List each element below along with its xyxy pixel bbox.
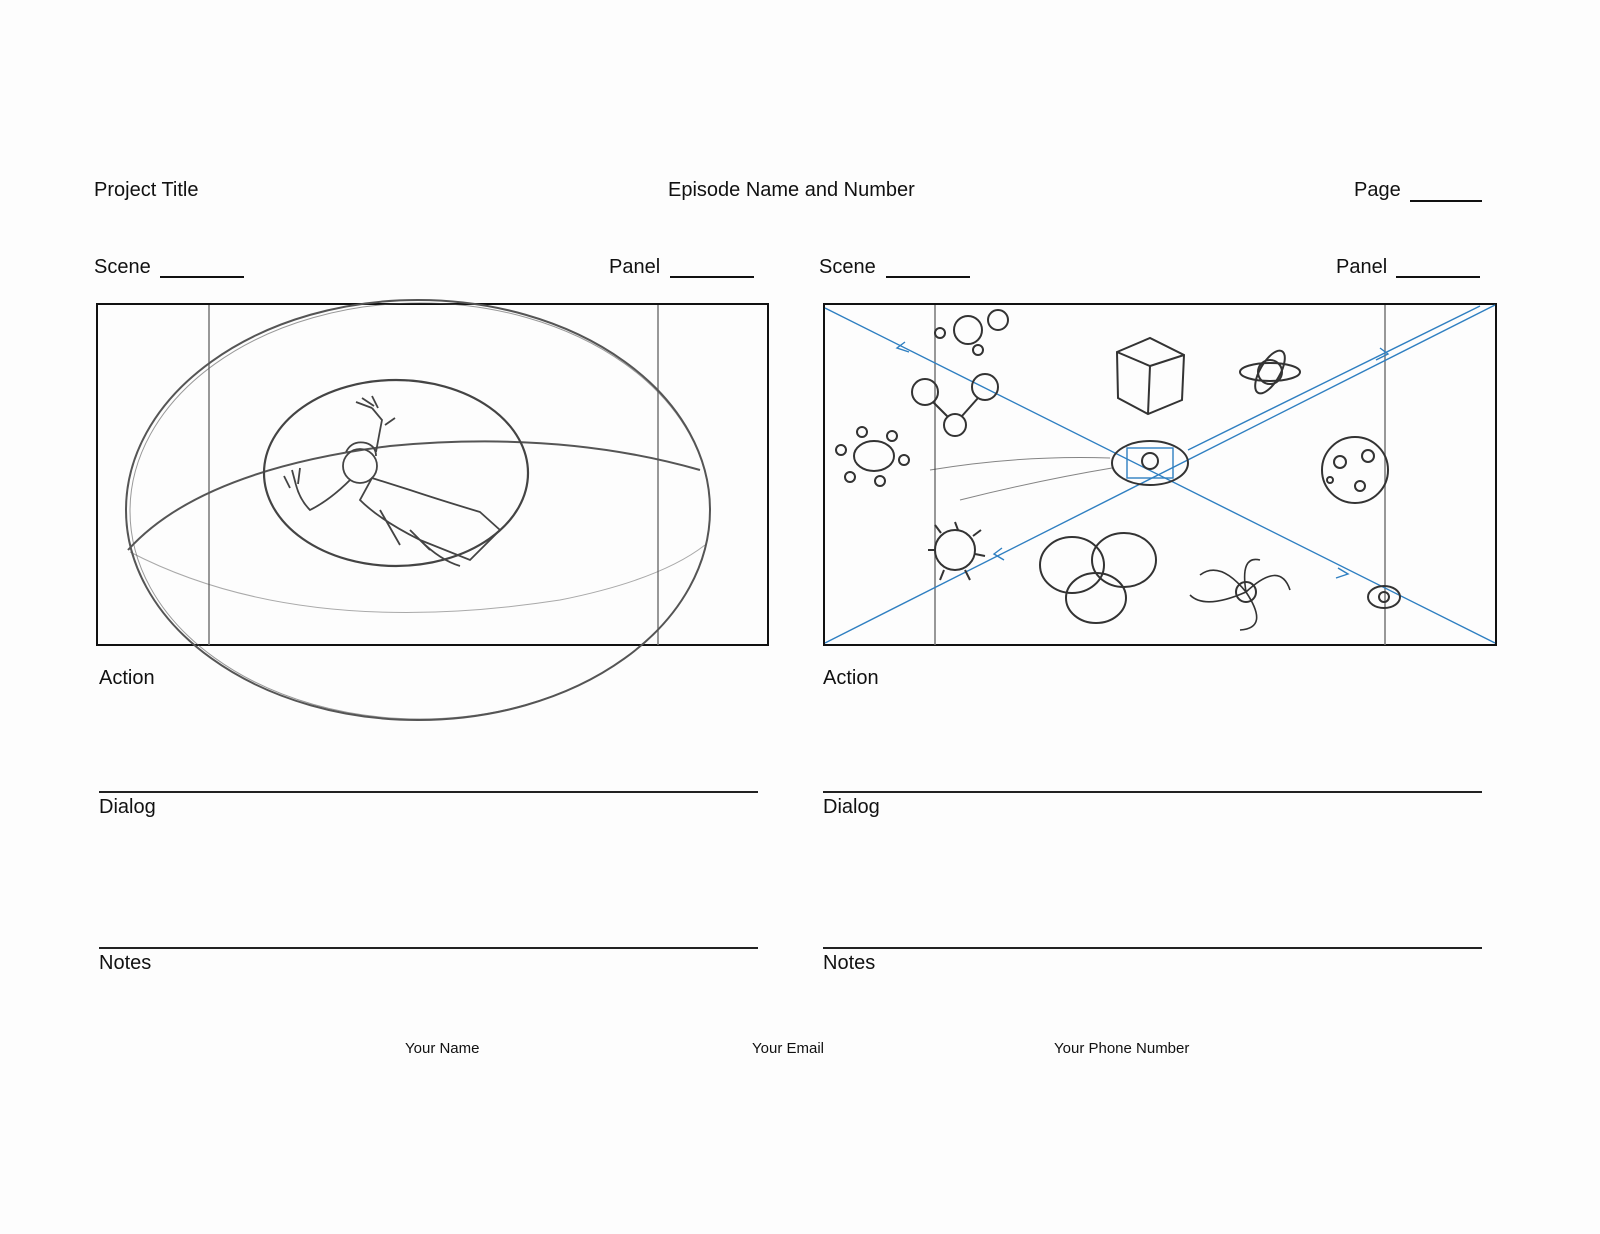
panel-field-right[interactable] [1396,276,1480,278]
dialog-label-right: Dialog [823,796,880,818]
storyboard-frame-right[interactable] [823,303,1497,646]
notes-label-right: Notes [823,952,876,974]
footer-email: Your Email [752,1040,824,1057]
page-number-field[interactable] [1410,200,1482,202]
scene-field-right[interactable] [886,276,970,278]
notes-label-left: Notes [99,952,152,974]
scene-field-left[interactable] [160,276,244,278]
page-label: Page [1354,179,1401,201]
action-label-right: Action [823,667,879,689]
panel-field-left[interactable] [670,276,754,278]
footer-name: Your Name [405,1040,480,1057]
action-label-left: Action [99,667,155,689]
scene-label-left: Scene [94,256,151,278]
dialog-rule-right [823,947,1482,949]
dialog-label-left: Dialog [99,796,156,818]
project-title-label: Project Title [94,179,199,201]
footer-phone: Your Phone Number [1054,1040,1190,1057]
action-rule-left [99,791,758,793]
episode-label: Episode Name and Number [668,179,915,201]
action-rule-right [823,791,1482,793]
dialog-rule-left [99,947,758,949]
storyboard-frame-left[interactable] [96,303,769,646]
scene-label-right: Scene [819,256,876,278]
panel-label-left: Panel [609,256,661,278]
panel-label-right: Panel [1336,256,1388,278]
